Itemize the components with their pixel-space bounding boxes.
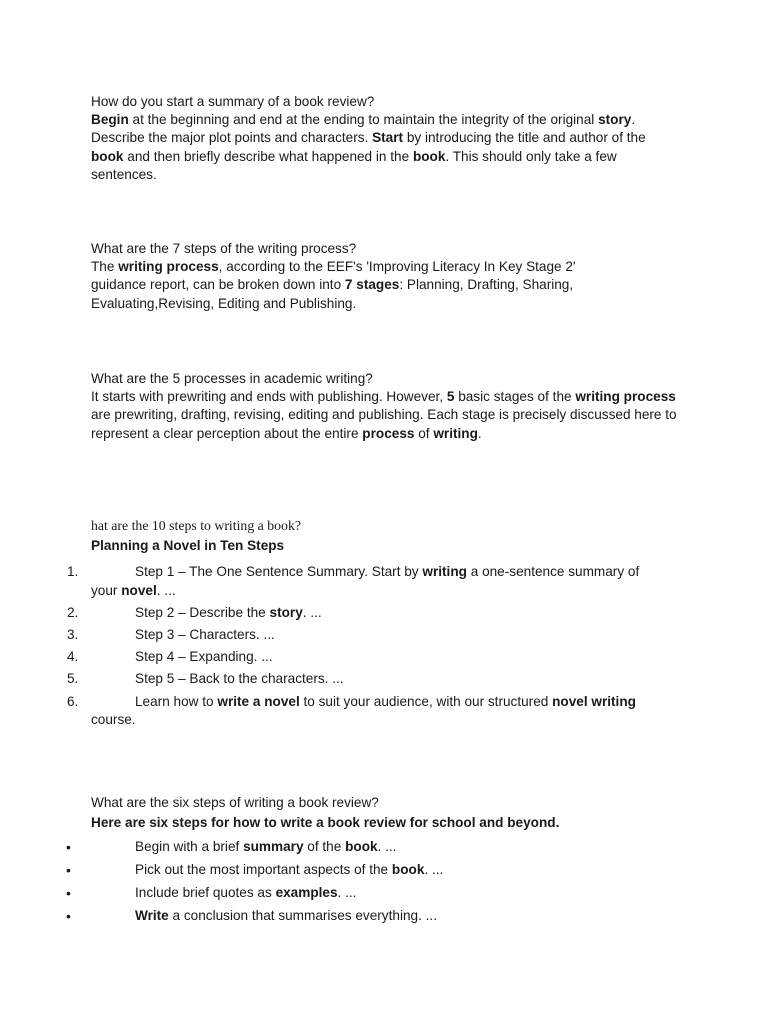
text-run: are prewriting, drafting, revising, editing and publishing. Each stage is precisely discussed here to represent a clear perception about the entire <box>91 407 677 441</box>
text-run: It starts with prewriting and ends with publishing. However, <box>91 389 447 405</box>
text-run: . ... <box>424 862 444 878</box>
bullet-icon: • <box>66 839 71 856</box>
bullet-icon: • <box>66 862 71 879</box>
question-text: hat are the 10 steps to writing a book? <box>91 518 301 533</box>
bold-text: book <box>91 148 124 164</box>
text-run: , according to the EEF's 'Improving Literacy In Key Stage 2' guidance report, can be broken down into <box>91 259 576 293</box>
list-number: 2. <box>67 604 79 620</box>
text-run: . ... <box>156 582 176 598</box>
list-item <box>66 907 651 925</box>
answer-paragraph <box>91 111 661 184</box>
question-text: How do you start a summary of a book review? <box>91 94 375 109</box>
bold-text: writing <box>422 564 467 580</box>
list-item <box>66 838 651 856</box>
question-text: What are the 5 processes in academic writing? <box>91 371 373 386</box>
list-item-text <box>91 670 651 688</box>
list-item <box>67 693 651 729</box>
text-run: course. <box>91 711 136 727</box>
list-item <box>66 884 651 902</box>
list-item <box>67 604 651 622</box>
text-run: Begin with a brief <box>135 839 244 855</box>
list-item <box>66 861 651 879</box>
list-number: 3. <box>67 627 79 643</box>
text-run: of the <box>303 839 346 855</box>
text-run: Include brief quotes as <box>135 884 276 900</box>
numbered-list <box>67 563 651 729</box>
bold-text: 5 <box>446 389 455 405</box>
list-item <box>67 563 651 599</box>
question-text: What are the six steps of writing a book review? <box>91 795 379 810</box>
text-run: by introducing the title and author of the <box>403 130 646 146</box>
bold-text: book <box>391 862 425 878</box>
bold-text: writing process <box>575 389 676 405</box>
list-number: 5. <box>67 671 79 687</box>
list-number: 4. <box>67 649 79 665</box>
qa-section-book-review <box>66 794 651 929</box>
list-item <box>67 648 651 666</box>
text-run: . Describe the major plot points and characters. <box>91 112 636 146</box>
bold-text: story <box>269 604 303 620</box>
question-text: What are the 7 steps of the writing process? <box>91 241 357 256</box>
text-run: : Planning, Drafting, Sharing, Evaluating,Revising, Editing and Publishing. <box>91 277 574 311</box>
text-run: . <box>477 425 482 441</box>
list-item-text <box>91 907 651 925</box>
section-heading: Planning a Novel in Ten Steps <box>91 538 285 554</box>
bold-text: book <box>345 839 378 855</box>
bold-text: process <box>362 425 415 441</box>
bold-text: examples <box>275 884 338 900</box>
list-item <box>67 626 651 644</box>
text-run: Learn how to <box>135 693 218 709</box>
list-item-text <box>91 604 651 622</box>
qa-section-summary <box>91 93 661 184</box>
text-run: and then briefly describe what happened in the <box>123 148 413 164</box>
bold-text: writing process <box>118 259 219 275</box>
list-item-text <box>91 563 651 599</box>
text-run: basic stages of the <box>454 389 576 405</box>
bold-text: summary <box>243 839 304 855</box>
list-number: 6. <box>67 693 79 709</box>
bold-text: novel <box>121 582 157 598</box>
text-run: a conclusion that summarises everything. ... <box>168 907 437 923</box>
list-item-text <box>91 626 651 644</box>
qa-section-novel <box>67 517 651 733</box>
text-run: at the beginning and end at the ending to maintain the integrity of the original <box>128 112 599 128</box>
list-item-text <box>91 861 651 879</box>
bold-text: Begin <box>91 112 129 128</box>
text-run: Step 5 – Back to the characters. ... <box>135 671 344 687</box>
bold-text: 7 stages <box>344 277 400 293</box>
list-item-text <box>91 838 651 856</box>
bullet-icon: • <box>66 907 71 924</box>
text-run: of <box>414 425 434 441</box>
list-number: 1. <box>67 564 79 580</box>
bullet-list <box>66 838 651 924</box>
qa-section-seven-steps <box>91 240 631 313</box>
list-item-text <box>91 884 651 902</box>
answer-paragraph <box>91 258 631 313</box>
qa-section-five-processes <box>91 370 686 443</box>
bold-text: write a novel <box>217 693 300 709</box>
bold-text: Write <box>135 907 169 923</box>
text-run: . ... <box>302 604 322 620</box>
section-heading: Here are six steps for how to write a book review for school and beyond. <box>91 815 560 831</box>
text-run: Step 2 – Describe the <box>135 604 270 620</box>
text-run: . ... <box>377 839 397 855</box>
text-run: Pick out the most important aspects of the <box>135 862 392 878</box>
bold-text: writing <box>433 425 478 441</box>
list-item-text <box>91 648 651 666</box>
bold-text: novel writing <box>552 693 636 709</box>
answer-paragraph <box>91 388 686 443</box>
list-item <box>67 670 651 688</box>
text-run: to suit your audience, with our structured <box>299 693 553 709</box>
text-run: Step 3 – Characters. ... <box>135 627 275 643</box>
text-run: The <box>91 259 119 275</box>
text-run: . ... <box>337 884 357 900</box>
text-run: Step 1 – The One Sentence Summary. Start by <box>135 564 423 580</box>
text-run: a one-sentence summary of your <box>91 564 640 598</box>
text-run: Step 4 – Expanding. ... <box>135 649 273 665</box>
bold-text: Start <box>372 130 404 146</box>
text-run: . This should only take a few sentences. <box>91 148 617 182</box>
bold-text: book <box>412 148 446 164</box>
bullet-icon: • <box>66 884 71 901</box>
bold-text: story <box>598 112 632 128</box>
list-item-text <box>91 693 651 729</box>
